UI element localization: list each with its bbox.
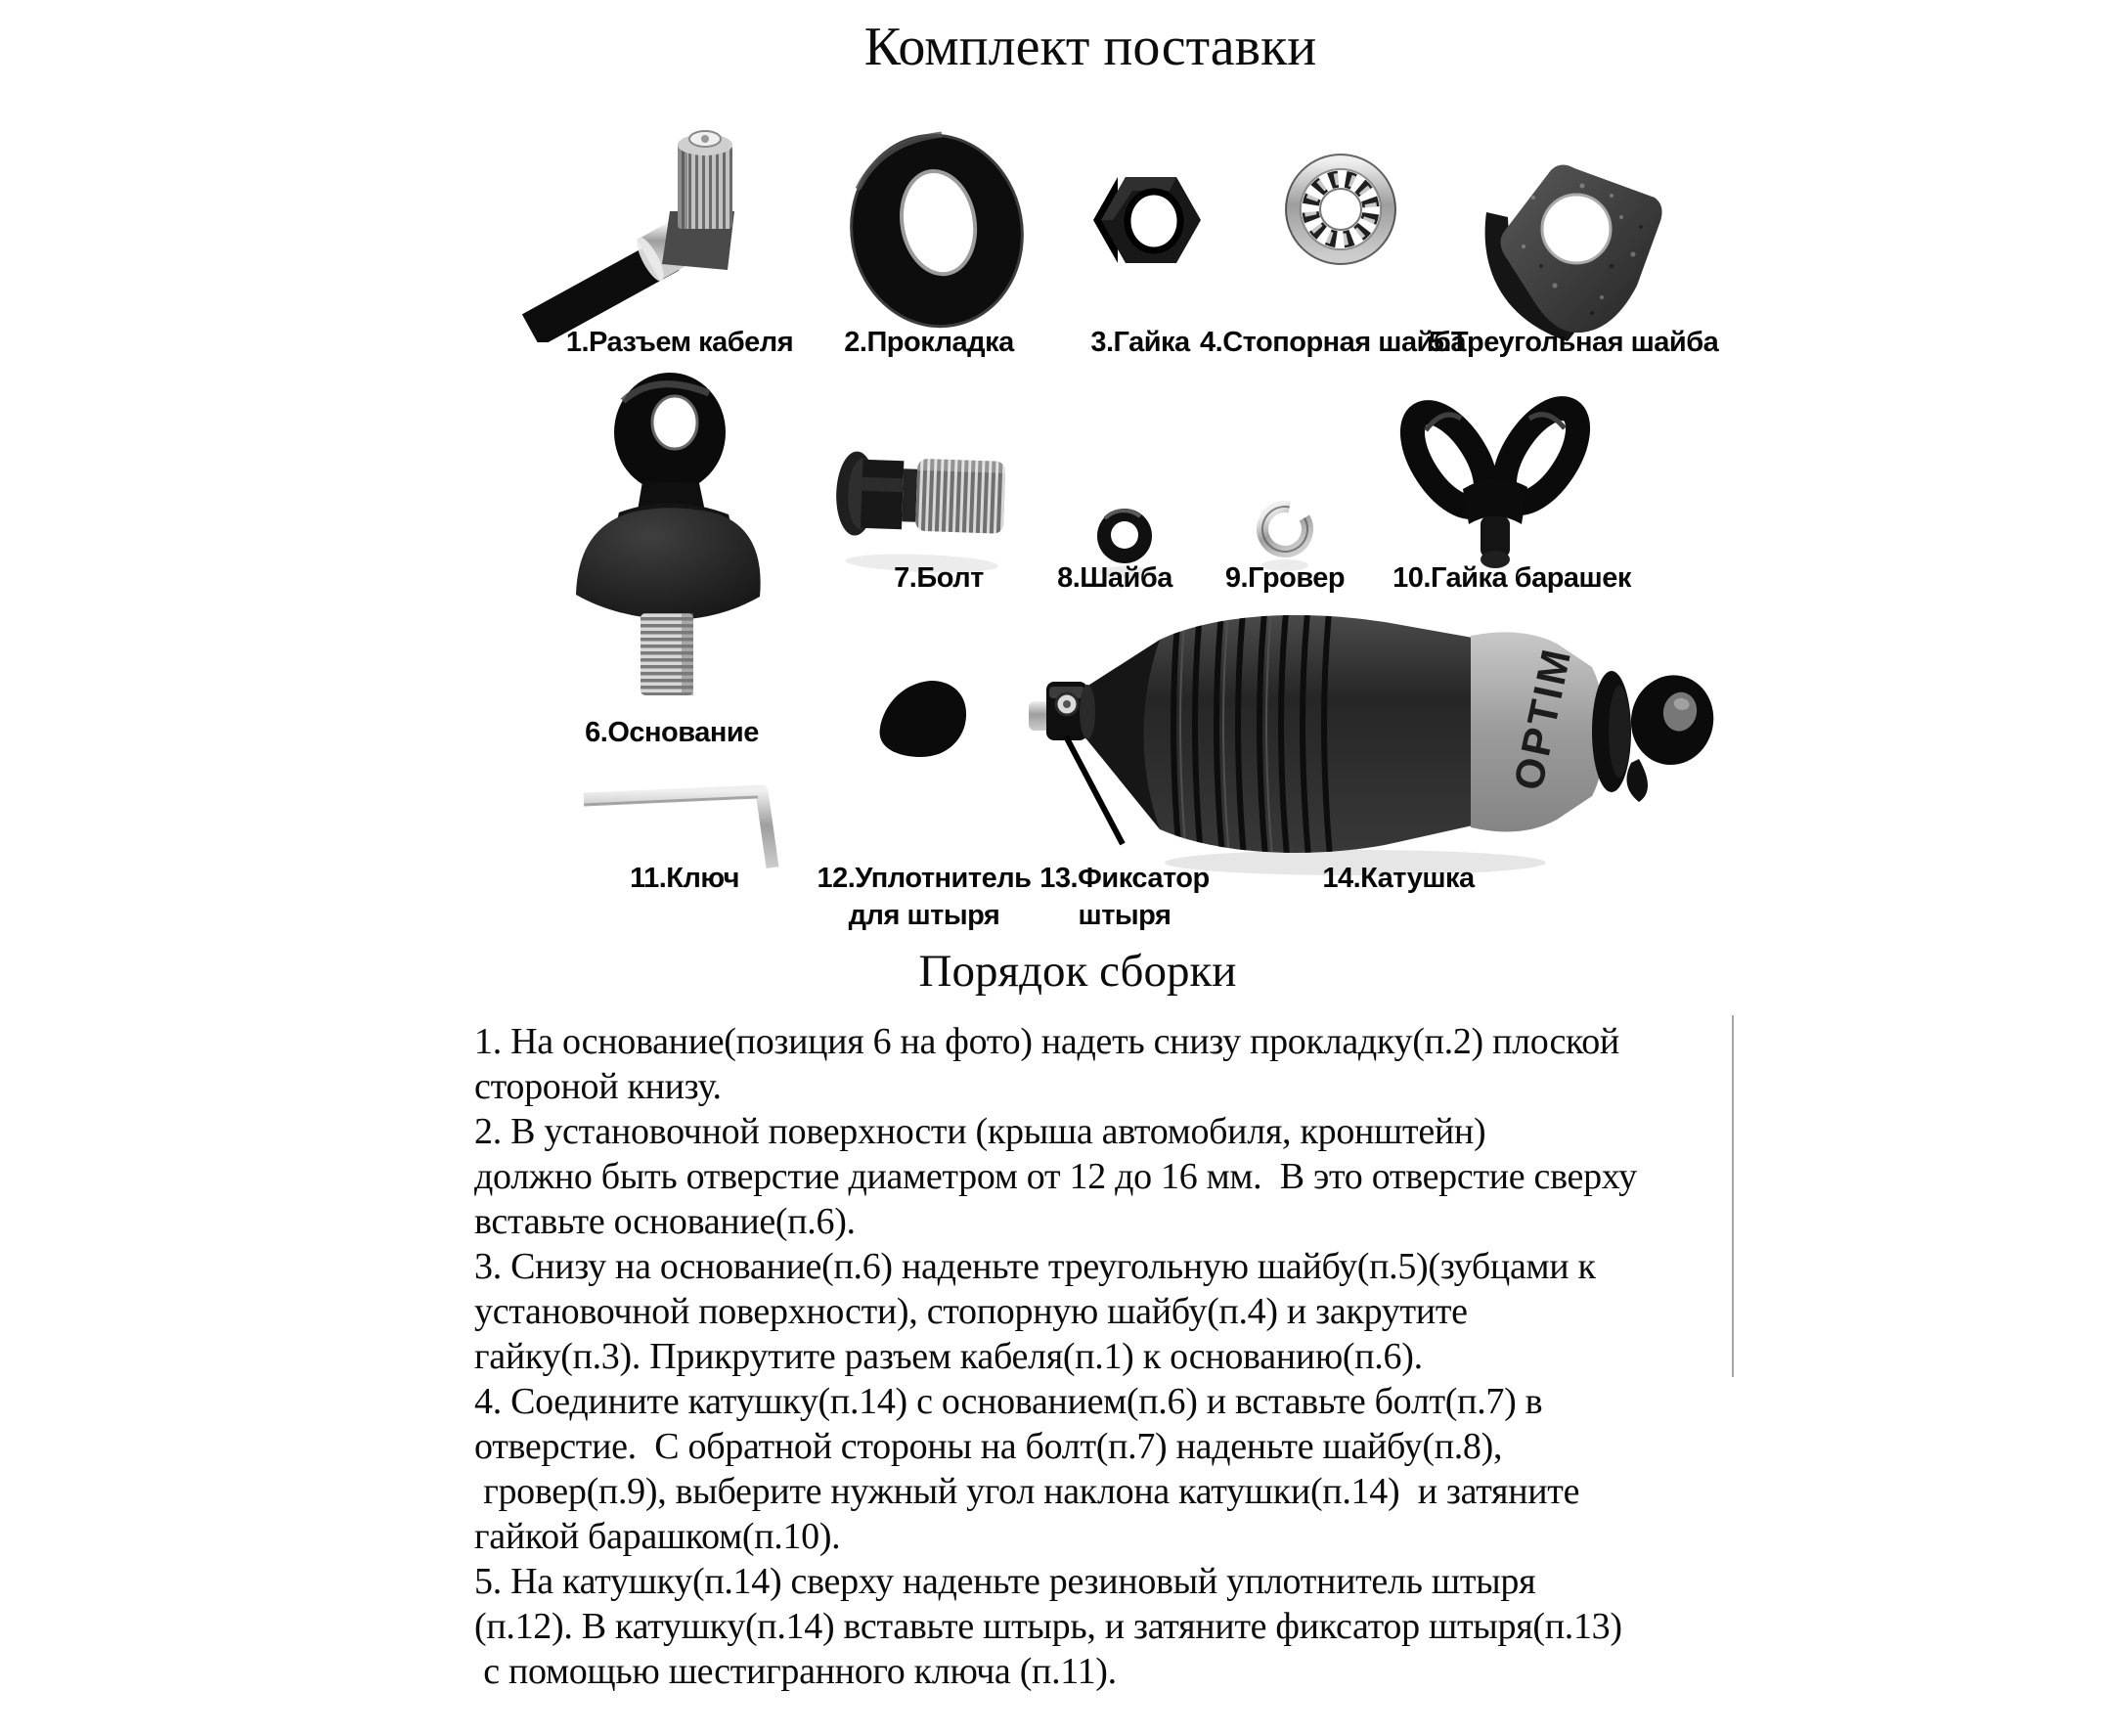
assembly-instructions xyxy=(474,1019,1775,1694)
instruction-line: гайку(п.3). Прикрутите разъем кабеля(п.1) к основанию(п.6). xyxy=(474,1336,1423,1377)
part-label-pin-lock-line2: штыря xyxy=(1078,900,1172,931)
gasket-image xyxy=(839,125,1035,335)
instruction-line: 4. Соедините катушку(п.14) с основанием(п.6) и вставьте болт(п.7) в xyxy=(474,1381,1543,1422)
instruction-line: с помощью шестигранного ключа (п.11). xyxy=(474,1651,1117,1692)
instruction-line: 5. На катушку(п.14) сверху наденьте резиновый уплотнитель штыря xyxy=(474,1561,1536,1602)
instruction-line: гровер(п.9), выберите нужный угол наклона катушки(п.14) и затяните xyxy=(474,1471,1580,1512)
assembly-heading: Порядок сборки xyxy=(918,946,1237,997)
instruction-line: гайкой барашком(п.10). xyxy=(474,1516,841,1557)
wing-nut-image xyxy=(1387,379,1610,585)
instruction-line: отверстие. С обратной стороны на болт(п.7) наденьте шайбу(п.8), xyxy=(474,1426,1503,1467)
instruction-line: вставьте основание(п.6). xyxy=(474,1201,856,1242)
rubber-seal-image xyxy=(870,671,978,769)
part-label-hex-key: 11.Ключ xyxy=(630,863,739,894)
page-title: Комплект поставки xyxy=(863,17,1317,77)
scan-edge-artifact xyxy=(1732,1015,1734,1377)
part-label-base: 6.Основание xyxy=(585,717,759,748)
pin-lock-pointer-line xyxy=(1054,717,1137,854)
part-label-cable-connector: 1.Разъем кабеля xyxy=(565,327,794,358)
instruction-line: должно быть отверстие диаметром от 12 до 16 мм. В это отверстие сверху xyxy=(474,1156,1637,1197)
instruction-line: установочной поверхности), стопорную шайбу(п.4) и закрутите xyxy=(474,1291,1468,1332)
instruction-line: (п.12). В катушку(п.14) вставьте штырь, и затяните фиксатор штыря(п.13) xyxy=(474,1606,1622,1647)
part-label-nut: 3.Гайка xyxy=(1090,327,1190,358)
instruction-line: 3. Снизу на основание(п.6) наденьте треугольную шайбу(п.5)(зубцами к xyxy=(474,1246,1596,1287)
part-label-coil: 14.Катушка xyxy=(1322,863,1475,894)
cable-connector-image xyxy=(504,96,758,342)
part-label-lock-washer: 4.Стопорная шайба xyxy=(1200,327,1466,358)
part-label-wing-nut: 10.Гайка барашек xyxy=(1393,562,1631,594)
instruction-line: 1. На основание(позиция 6 на фото) надеть снизу прокладку(п.2) плоской xyxy=(474,1021,1619,1062)
hex-nut-image xyxy=(1087,161,1215,279)
part-label-washer: 8.Шайба xyxy=(1057,562,1172,594)
part-label-seal-line1: 12.Уплотнитель xyxy=(817,863,1032,894)
part-label-spring-washer: 9.Гровер xyxy=(1224,562,1346,594)
instruction-line: 2. В установочной поверхности (крыша автомобиля, кронштейн) xyxy=(474,1111,1486,1152)
instruction-line: стороной книзу. xyxy=(474,1066,722,1107)
coil-brand-text: OPTIM xyxy=(1504,643,1580,794)
part-label-seal-line2: для штыря xyxy=(848,900,1000,931)
part-label-bolt: 7.Болт xyxy=(894,562,984,594)
lock-washer-image xyxy=(1283,153,1398,268)
part-label-triangular-washer: 5.Треугольная шайба xyxy=(1428,327,1719,358)
triangular-washer-image xyxy=(1465,139,1680,349)
part-label-gasket: 2.Прокладка xyxy=(844,327,1014,358)
part-label-pin-lock-line1: 13.Фиксатор xyxy=(1039,863,1210,894)
